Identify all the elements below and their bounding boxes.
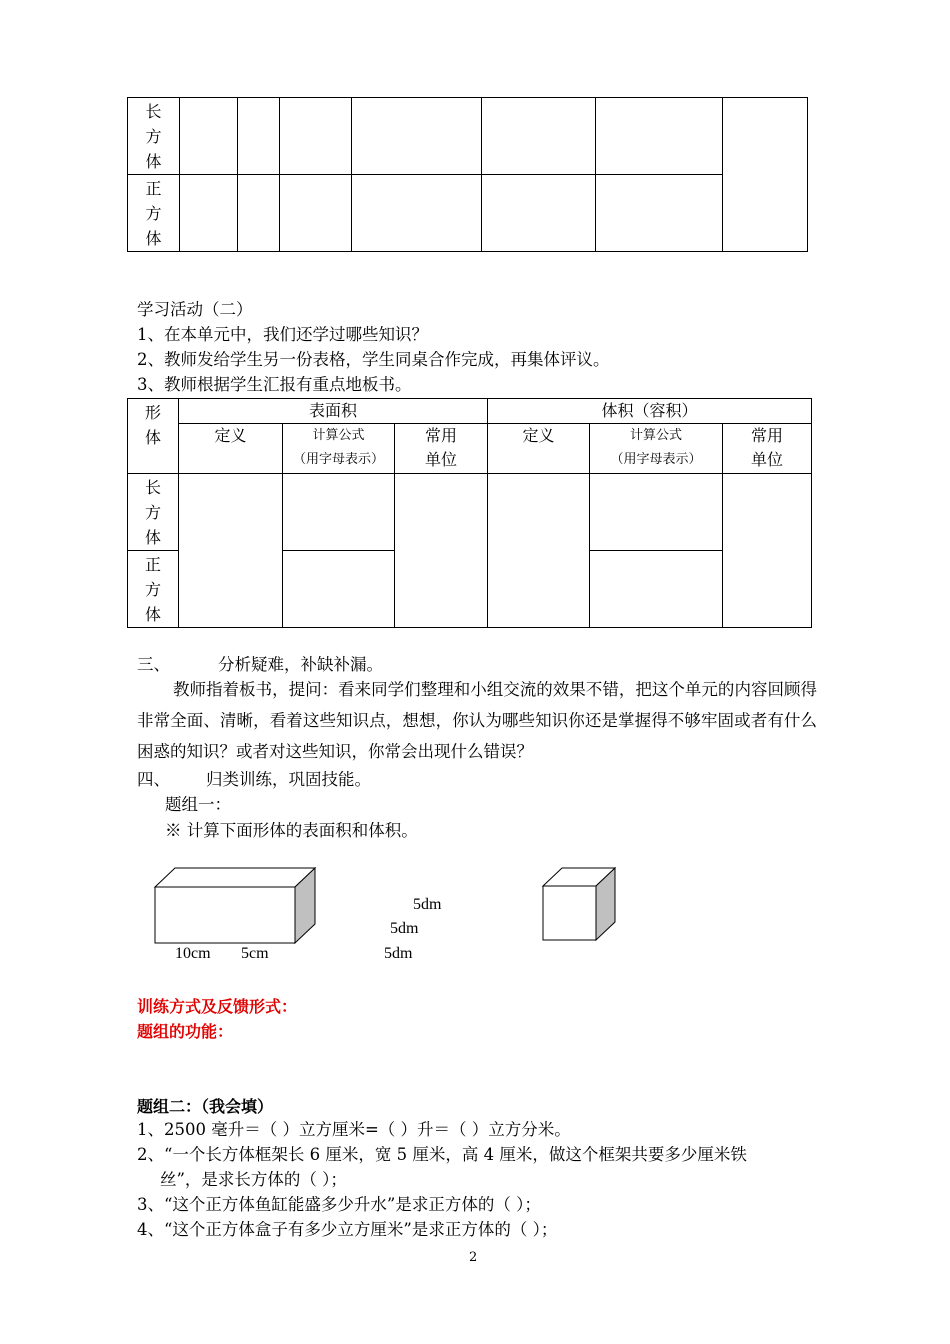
activity2-title: 学习活动（二） <box>137 300 253 319</box>
vol-formula-header: 计算公式 （用字母表示） <box>590 424 723 474</box>
group2-q3: 3、“这个正方体鱼缸能盛多少升水”是求正方体的（ ）； <box>137 1195 541 1214</box>
row-label-cuboid: 长方体 <box>128 474 179 551</box>
row-label-cuboid: 长方体 <box>128 98 180 175</box>
section3-paragraph: 教师指着板书，提问：看来同学们整理和小组交流的效果不错，把这个单元的内容回顾得非常全面、清晰，看着这些知识点，想想，你认为哪些知识你还是掌握得不够牢固或者有什么困惑的知识？或者对这些知识，你常会出现什么错误？ <box>137 680 817 761</box>
surface-area-header: 表面积 <box>179 399 488 424</box>
group2-title: 题组二：（我会填） <box>137 1097 274 1116</box>
group2-q2-line1: 2、“一个长方体框架长 6 厘米，宽 5 厘米，高 4 厘米，做这个框架共要多少厘米铁 <box>137 1145 747 1164</box>
shape-header: 形体 <box>128 399 179 474</box>
cube-label-1: 5dm <box>413 896 442 913</box>
row-label-cube: 正方体 <box>128 175 180 252</box>
page-number: 2 <box>469 1250 478 1265</box>
group1-title: 题组一： <box>165 795 231 814</box>
group2-q4: 4、“这个正方体盒子有多少立方厘米”是求正方体的（ ）； <box>137 1220 558 1239</box>
activity2-item-1: 1、在本单元中，我们还学过哪些知识？ <box>137 325 428 344</box>
cube-figure <box>538 862 618 944</box>
cube-label-3: 5dm <box>384 945 413 962</box>
cube-label-2: 5dm <box>390 920 419 937</box>
cuboid-figure <box>150 862 320 948</box>
group2-q2-line2: 丝”，是求长方体的（ ）； <box>160 1170 347 1189</box>
sa-unit-header: 常用单位 <box>395 424 488 474</box>
section4-heading: 四、 归类训练，巩固技能。 <box>137 770 371 789</box>
section3-heading: 三、 分析疑难，补缺补漏。 <box>137 655 383 674</box>
cuboid-width-label: 5cm <box>241 945 269 962</box>
group2-q1: 1、2500 毫升＝（ ）立方厘米=（ ）升＝（ ）立方分米。 <box>137 1120 571 1139</box>
group-function-label: 题组的功能： <box>137 1022 234 1041</box>
vol-unit-header: 常用单位 <box>723 424 812 474</box>
sa-definition-header: 定义 <box>179 424 283 474</box>
top-summary-table <box>127 97 808 252</box>
vol-definition-header: 定义 <box>488 424 590 474</box>
activity2-item-3: 3、教师根据学生汇报有重点地板书。 <box>137 375 412 394</box>
sa-formula-header: 计算公式 （用字母表示） <box>283 424 395 474</box>
activity2-item-2: 2、教师发给学生另一份表格，学生同桌合作完成，再集体评议。 <box>137 350 610 369</box>
volume-header: 体积（容积） <box>488 399 812 424</box>
area-volume-table <box>127 398 812 628</box>
cuboid-length-label: 10cm <box>175 945 211 962</box>
training-mode-label: 训练方式及反馈形式： <box>137 997 298 1016</box>
row-label-cube: 正方体 <box>128 551 179 628</box>
group1-instruction: ※ 计算下面形体的表面积和体积。 <box>165 821 418 840</box>
